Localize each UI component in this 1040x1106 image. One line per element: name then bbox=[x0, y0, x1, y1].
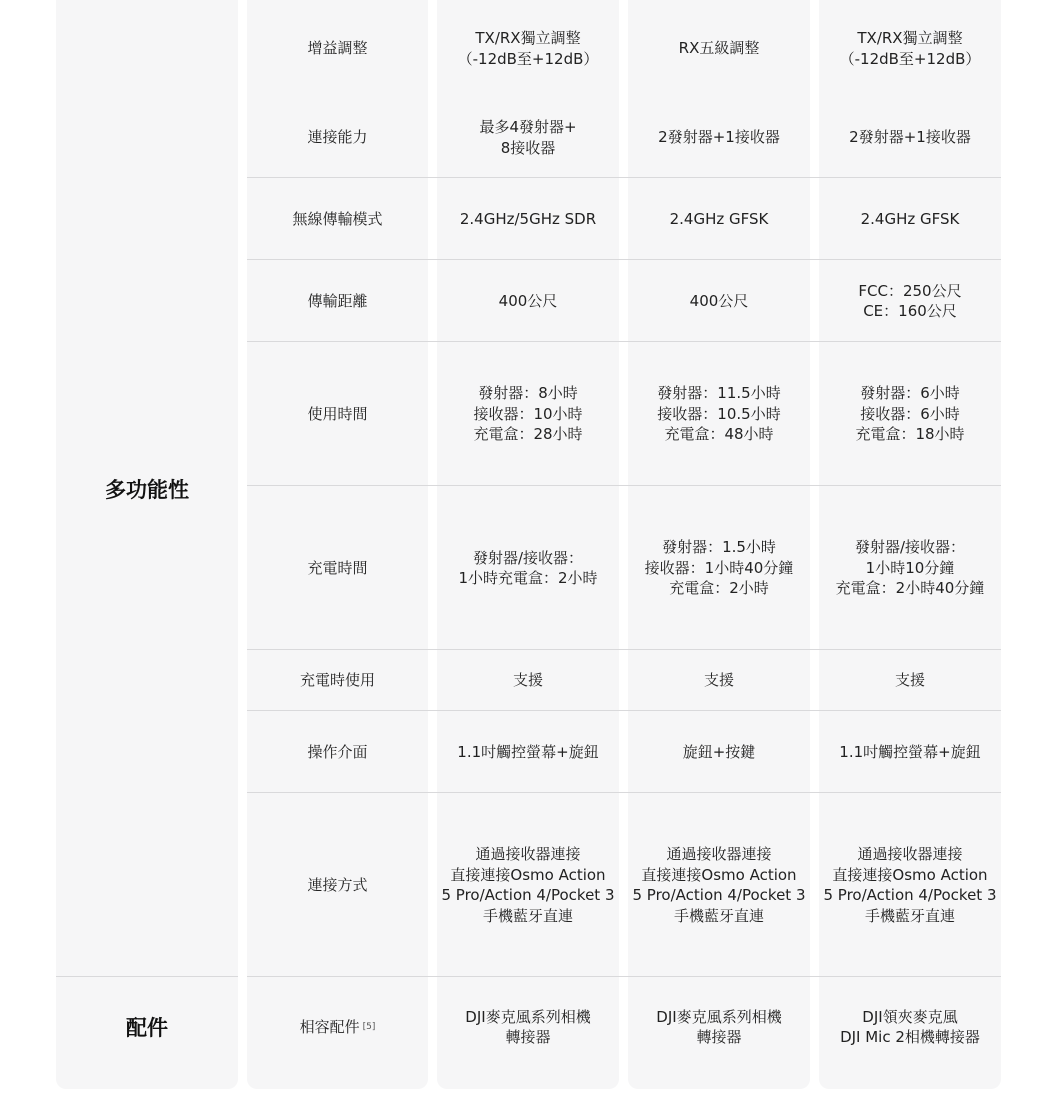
spec-cell: DJI麥克風系列相機 轉接器 bbox=[465, 1007, 591, 1046]
feature-label: 充電時間 bbox=[307, 558, 368, 577]
table-row bbox=[0, 178, 1040, 260]
spec-cell: DJI麥克風系列相機 轉接器 bbox=[656, 1007, 782, 1046]
feature-label: 傳輸距離 bbox=[307, 291, 368, 310]
footnote-marker[interactable]: [5] bbox=[362, 1021, 376, 1032]
feature-label: 增益調整 bbox=[307, 39, 368, 58]
spec-cell: 最多4發射器+ 8接收器 bbox=[479, 118, 577, 157]
spec-cell: 通過接收器連接 直接連接Osmo Action 5 Pro/Action 4/Pocket 3 手機藍牙直連 bbox=[441, 845, 615, 925]
feature-label: 無線傳輸模式 bbox=[292, 209, 383, 228]
spec-cell: FCC：250公尺 CE：160公尺 bbox=[858, 281, 962, 320]
spec-cell: 發射器：1.5小時 接收器：1小時40分鐘 充電盒：2小時 bbox=[644, 538, 794, 598]
spec-cell: TX/RX獨立調整 （-12dB至+12dB） bbox=[839, 29, 981, 68]
spec-cell: 支援 bbox=[512, 671, 543, 690]
spec-cell: TX/RX獨立調整 （-12dB至+12dB） bbox=[457, 29, 599, 68]
spec-cell: 發射器：11.5小時 接收器：10.5小時 充電盒：48小時 bbox=[657, 384, 781, 444]
spec-cell: 2發射器+1接收器 bbox=[849, 128, 971, 147]
table-row bbox=[0, 260, 1040, 342]
spec-cell: 支援 bbox=[703, 671, 734, 690]
feature-label: 充電時使用 bbox=[299, 671, 375, 690]
spec-cell: 2.4GHz/5GHz SDR bbox=[459, 209, 597, 228]
feature-label: 操作介面 bbox=[307, 742, 368, 761]
spec-cell: 通過接收器連接 直接連接Osmo Action 5 Pro/Action 4/Pocket 3 手機藍牙直連 bbox=[632, 845, 806, 925]
table-row bbox=[0, 793, 1040, 977]
spec-cell: 發射器/接收器： 1小時充電盒：2小時 bbox=[458, 548, 598, 587]
spec-cell: 400公尺 bbox=[689, 291, 749, 310]
spec-cell: 1.1吋觸控螢幕+旋鈕 bbox=[457, 742, 599, 761]
spec-cell: 支援 bbox=[894, 671, 925, 690]
table-row bbox=[0, 977, 1040, 1077]
spec-cell: 發射器：6小時 接收器：6小時 充電盒：18小時 bbox=[855, 384, 965, 444]
table-row bbox=[0, 342, 1040, 486]
spec-cell: 1.1吋觸控螢幕+旋鈕 bbox=[839, 742, 981, 761]
table-row bbox=[0, 650, 1040, 711]
spec-cell: 旋鈕+按鍵 bbox=[682, 742, 756, 761]
feature-label: 連接方式 bbox=[307, 875, 368, 894]
table-row bbox=[0, 0, 1040, 97]
table-row bbox=[0, 711, 1040, 793]
feature-label: 相容配件 bbox=[299, 1017, 360, 1036]
spec-cell: 發射器：8小時 接收器：10小時 充電盒：28小時 bbox=[473, 384, 583, 444]
spec-cell: 2.4GHz GFSK bbox=[669, 209, 769, 228]
table-row bbox=[0, 486, 1040, 650]
feature-label-compatible-accessories bbox=[247, 977, 428, 1077]
spec-cell: 通過接收器連接 直接連接Osmo Action 5 Pro/Action 4/Pocket 3 手機藍牙直連 bbox=[823, 845, 997, 925]
spec-cell: 發射器/接收器： 1小時10分鐘 充電盒：2小時40分鐘 bbox=[835, 538, 985, 598]
feature-label: 使用時間 bbox=[307, 404, 368, 423]
category-label: 多功能性 bbox=[105, 477, 189, 502]
spec-cell: 2發射器+1接收器 bbox=[658, 128, 780, 147]
spec-cell: RX五級調整 bbox=[678, 39, 760, 58]
spec-cell: 400公尺 bbox=[498, 291, 558, 310]
category-label: 配件 bbox=[126, 1016, 168, 1040]
feature-label: 連接能力 bbox=[307, 128, 368, 147]
spec-cell: DJI領夾麥克風 DJI Mic 2相機轉接器 bbox=[840, 1007, 980, 1046]
table-row bbox=[0, 97, 1040, 178]
spec-cell: 2.4GHz GFSK bbox=[860, 209, 960, 228]
